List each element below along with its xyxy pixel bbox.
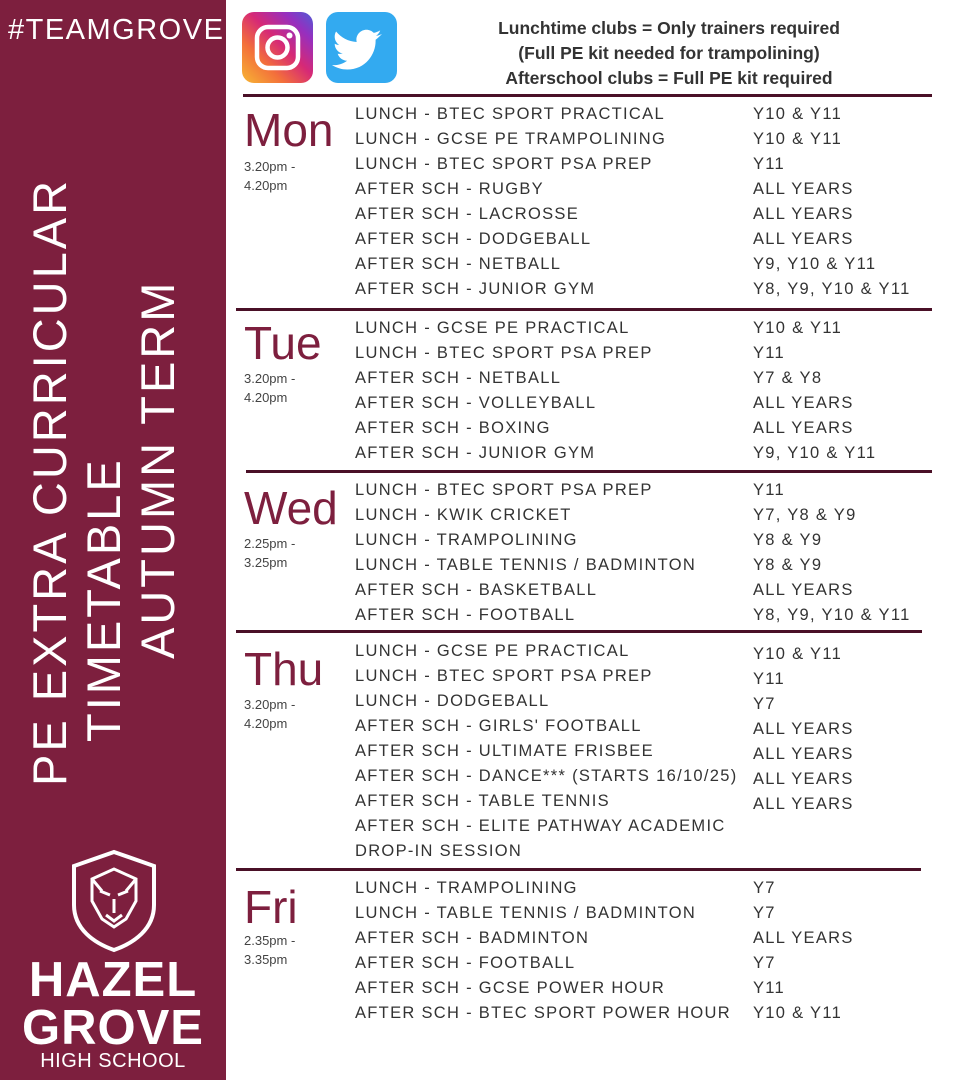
day-time-line: 4.20pm	[244, 178, 288, 193]
club-name: AFTER SCH - TABLE TENNIS	[355, 792, 610, 810]
club-name: LUNCH - BTEC SPORT PRACTICAL	[355, 105, 665, 123]
note-line: (Full PE kit needed for trampolining)	[518, 43, 820, 63]
day-time-line: 3.20pm -	[244, 371, 296, 386]
club-name: LUNCH - TRAMPOLINING	[355, 531, 578, 549]
school-crest-icon	[70, 849, 158, 953]
club-years: Y7, Y8 & Y9	[753, 506, 857, 524]
day-time-line: 2.25pm -	[244, 536, 296, 551]
club-years: Y11	[753, 670, 786, 688]
club-name: AFTER SCH - ELITE PATHWAY ACADEMIC	[355, 817, 726, 835]
club-years: Y10 & Y11	[753, 130, 843, 148]
club-name: AFTER SCH - GCSE POWER HOUR	[355, 979, 666, 997]
club-name: AFTER SCH - GIRLS' FOOTBALL	[355, 717, 642, 735]
club-name: AFTER SCH - RUGBY	[355, 180, 544, 198]
kit-notes	[412, 16, 926, 91]
club-name: LUNCH - TRAMPOLINING	[355, 879, 578, 897]
club-name: AFTER SCH - BTEC SPORT POWER HOUR	[355, 1004, 731, 1022]
day-time-line: 3.20pm -	[244, 159, 296, 174]
club-name: AFTER SCH - NETBALL	[355, 369, 562, 387]
day-name-thu: Thu	[244, 643, 324, 695]
club-years: ALL YEARS	[753, 419, 854, 437]
club-name: LUNCH - TABLE TENNIS / BADMINTON	[355, 556, 697, 574]
day-divider	[236, 308, 932, 311]
club-name: AFTER SCH - BASKETBALL	[355, 581, 598, 599]
day-time	[244, 695, 295, 733]
day-name-mon: Mon	[244, 104, 334, 156]
note-line: Afterschool clubs = Full PE kit required	[505, 68, 833, 88]
club-name: LUNCH - GCSE PE PRACTICAL	[355, 319, 630, 337]
day-divider	[246, 470, 932, 473]
club-years: ALL YEARS	[753, 795, 854, 813]
club-name: LUNCH - BTEC SPORT PSA PREP	[355, 344, 653, 362]
club-name: AFTER SCH - NETBALL	[355, 255, 562, 273]
club-years: Y11	[753, 979, 786, 997]
day-divider	[236, 630, 922, 633]
club-years: Y7	[753, 879, 776, 897]
club-years: ALL YEARS	[753, 770, 854, 788]
club-years: Y11	[753, 344, 786, 362]
club-name: AFTER SCH - FOOTBALL	[355, 954, 576, 972]
club-years: Y7 & Y8	[753, 369, 823, 387]
club-years: ALL YEARS	[753, 929, 854, 947]
club-years: Y8 & Y9	[753, 531, 823, 549]
logo-word-high-school: HIGH SCHOOL	[40, 1050, 186, 1072]
sidebar-panel	[0, 0, 226, 1080]
title-line-3: AUTUMN TERM	[131, 279, 184, 659]
club-years: ALL YEARS	[753, 205, 854, 223]
club-years: ALL YEARS	[753, 394, 854, 412]
day-time-line: 3.20pm -	[244, 697, 296, 712]
club-name: LUNCH - GCSE PE PRACTICAL	[355, 642, 630, 660]
club-name: AFTER SCH - LACROSSE	[355, 205, 580, 223]
club-years: Y11	[753, 155, 786, 173]
club-name: AFTER SCH - ULTIMATE FRISBEE	[355, 742, 654, 760]
day-time	[244, 931, 295, 969]
club-name: LUNCH - BTEC SPORT PSA PREP	[355, 667, 653, 685]
club-years: Y7	[753, 695, 776, 713]
day-time	[244, 534, 295, 572]
logo-word-hazel: HAZEL	[28, 953, 198, 1007]
day-time-line: 4.20pm	[244, 716, 288, 731]
club-years: Y7	[753, 954, 776, 972]
hashtag: #TEAMGROVE	[8, 14, 225, 46]
day-time-line: 2.35pm -	[244, 933, 296, 948]
club-name: DROP-IN SESSION	[355, 842, 523, 860]
club-name: LUNCH - GCSE PE TRAMPOLINING	[355, 130, 667, 148]
club-years: ALL YEARS	[753, 180, 854, 198]
day-time-line: 3.25pm	[244, 555, 288, 570]
club-years: ALL YEARS	[753, 720, 854, 738]
club-years: Y10 & Y11	[753, 319, 843, 337]
club-name: LUNCH - KWIK CRICKET	[355, 506, 572, 524]
club-years: Y8 & Y9	[753, 556, 823, 574]
club-years: ALL YEARS	[753, 230, 854, 248]
club-years: Y9, Y10 & Y11	[753, 444, 877, 462]
day-time-line: 3.35pm	[244, 952, 288, 967]
note-line: Lunchtime clubs = Only trainers required	[498, 18, 840, 38]
club-years: Y8, Y9, Y10 & Y11	[753, 280, 911, 298]
day-divider	[243, 94, 932, 97]
club-name: AFTER SCH - BOXING	[355, 419, 551, 437]
club-name: AFTER SCH - VOLLEYBALL	[355, 394, 597, 412]
instagram-icon[interactable]	[242, 12, 313, 83]
club-years: Y9, Y10 & Y11	[753, 255, 877, 273]
club-name: AFTER SCH - DODGEBALL	[355, 230, 592, 248]
club-years: Y7	[753, 904, 776, 922]
club-name: AFTER SCH - FOOTBALL	[355, 606, 576, 624]
day-name-tue: Tue	[244, 317, 322, 369]
club-name: LUNCH - BTEC SPORT PSA PREP	[355, 155, 653, 173]
day-time	[244, 369, 295, 407]
day-divider	[236, 868, 921, 871]
day-name-wed: Wed	[244, 482, 338, 534]
club-years: ALL YEARS	[753, 745, 854, 763]
club-years: Y10 & Y11	[753, 645, 843, 663]
club-name: AFTER SCH - JUNIOR GYM	[355, 444, 596, 462]
club-years: Y10 & Y11	[753, 1004, 843, 1022]
title-line-1: PE EXTRA CURRICULAR	[23, 177, 76, 786]
day-name-fri: Fri	[244, 881, 298, 933]
logo-word-grove: GROVE	[22, 1001, 204, 1055]
club-name: AFTER SCH - BADMINTON	[355, 929, 590, 947]
club-years: Y8, Y9, Y10 & Y11	[753, 606, 911, 624]
club-years: ALL YEARS	[753, 581, 854, 599]
twitter-icon[interactable]	[326, 12, 397, 83]
day-time-line: 4.20pm	[244, 390, 288, 405]
club-name: LUNCH - TABLE TENNIS / BADMINTON	[355, 904, 697, 922]
club-name: LUNCH - BTEC SPORT PSA PREP	[355, 481, 653, 499]
club-years: Y11	[753, 481, 786, 499]
club-name: LUNCH - DODGEBALL	[355, 692, 550, 710]
club-name: AFTER SCH - DANCE*** (STARTS 16/10/25)	[355, 767, 738, 785]
club-name: AFTER SCH - JUNIOR GYM	[355, 280, 596, 298]
title-line-2: TIMETABLE	[77, 457, 130, 742]
club-years: Y10 & Y11	[753, 105, 843, 123]
day-time	[244, 157, 295, 195]
